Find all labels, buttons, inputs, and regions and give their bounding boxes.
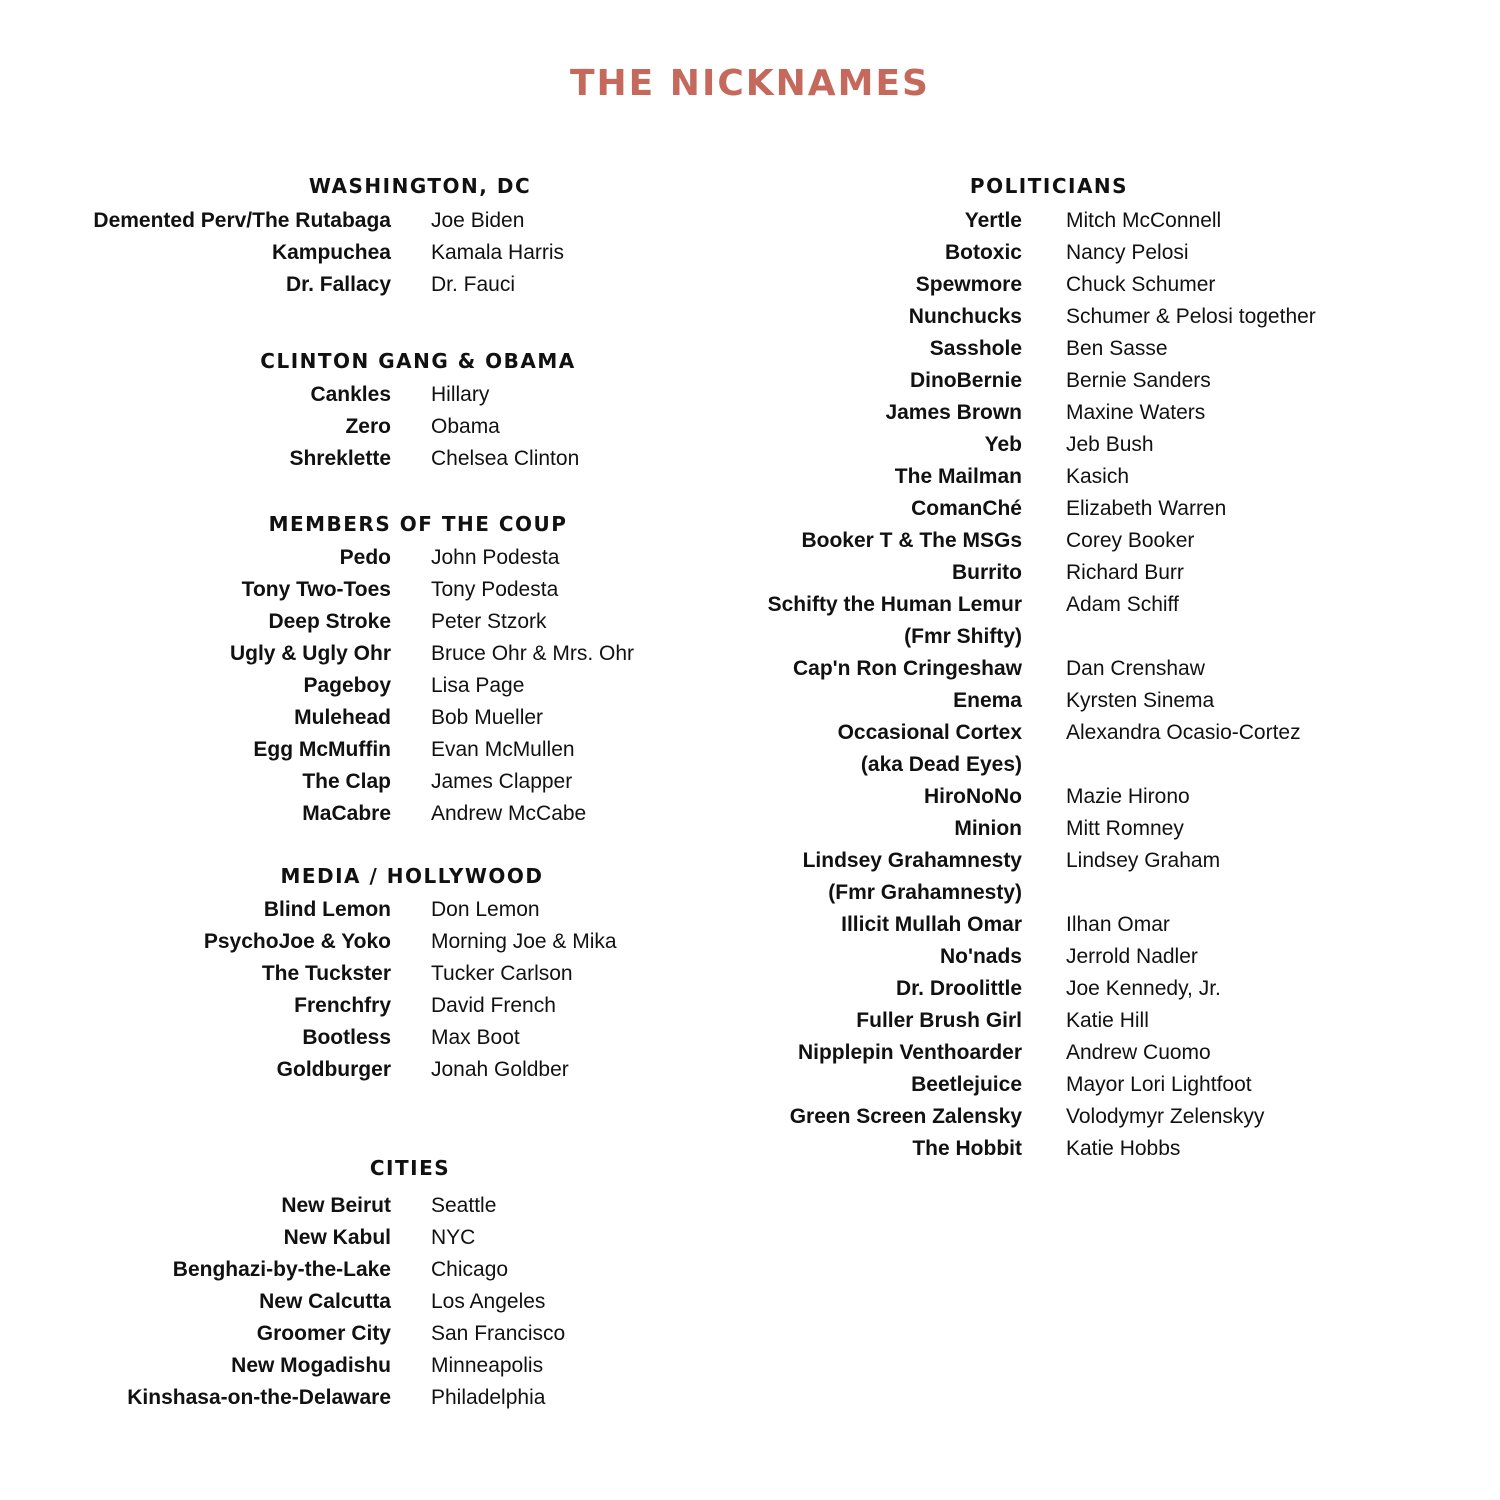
real-name: David French: [431, 994, 556, 1017]
list-item: [0, 1005, 1500, 1037]
real-name: Bruce Ohr & Mrs. Ohr: [431, 642, 635, 665]
nickname: Booker T & The MSGs: [801, 529, 1022, 552]
nickname: Illicit Mullah Omar: [841, 913, 1022, 936]
real-name: Chicago: [431, 1258, 509, 1281]
nickname: Yertle: [964, 209, 1022, 232]
nickname-continued: (aka Dead Eyes): [860, 753, 1022, 776]
nickname: DinoBernie: [909, 369, 1022, 392]
list-item: [0, 397, 1500, 429]
list-item: [0, 1254, 1500, 1286]
real-name: Katie Hobbs: [1066, 1137, 1181, 1160]
list-item: [0, 781, 1500, 813]
nickname: Benghazi-by-the-Lake: [172, 1258, 391, 1281]
nickname: Pageboy: [303, 674, 391, 697]
nickname: Minion: [954, 817, 1022, 840]
real-name: Andrew McCabe: [431, 802, 587, 825]
list-item: [0, 237, 1500, 269]
real-name: Tucker Carlson: [431, 962, 573, 985]
nickname-continued: (Fmr Shifty): [904, 625, 1022, 648]
nickname: Green Screen Zalensky: [789, 1105, 1022, 1128]
list-item: [0, 653, 1500, 685]
real-name: Nancy Pelosi: [1066, 241, 1189, 264]
nickname: Spewmore: [915, 273, 1022, 296]
list-item: [0, 269, 1500, 301]
real-name: Morning Joe & Mika: [431, 930, 617, 953]
real-name: Tony Podesta: [431, 578, 559, 601]
nickname: Nunchucks: [908, 305, 1022, 328]
real-name: Kamala Harris: [431, 241, 565, 264]
nickname: Nipplepin Venthoarder: [797, 1041, 1022, 1064]
nickname: New Kabul: [283, 1226, 391, 1249]
nickname: Frenchfry: [294, 994, 391, 1017]
list-item: [0, 1037, 1500, 1069]
nickname: Tony Two-Toes: [241, 578, 391, 601]
list-item: [0, 1222, 1500, 1254]
real-name: Don Lemon: [431, 898, 540, 921]
real-name: Mitt Romney: [1066, 817, 1184, 840]
nickname: Kampuchea: [271, 241, 391, 264]
page-title: THE NICKNAMES: [570, 63, 930, 104]
nickname: The Clap: [302, 770, 391, 793]
nickname: Pedo: [339, 546, 391, 569]
nickname: Egg McMuffin: [253, 738, 391, 761]
nickname: No'nads: [939, 945, 1022, 968]
real-name: Volodymyr Zelenskyy: [1066, 1105, 1265, 1128]
list-item: [0, 909, 1500, 941]
nickname: Schifty the Human Lemur: [767, 593, 1022, 616]
real-name: Hillary: [431, 383, 490, 406]
real-name: Dr. Fauci: [431, 273, 516, 296]
real-name: Mitch McConnell: [1066, 209, 1222, 232]
real-name: Philadelphia: [431, 1386, 546, 1409]
section-heading: POLITICIANS: [969, 174, 1129, 198]
list-item: [0, 557, 1500, 589]
real-name: Los Angeles: [431, 1290, 546, 1313]
nickname: James Brown: [885, 401, 1022, 424]
real-name: Seattle: [431, 1194, 497, 1217]
real-name: Jerrold Nadler: [1066, 945, 1198, 968]
list-item: [0, 1069, 1500, 1101]
real-name: Ben Sasse: [1066, 337, 1168, 360]
nickname: PsychoJoe & Yoko: [203, 930, 391, 953]
real-name: Joe Kennedy, Jr.: [1066, 977, 1221, 1000]
real-name: NYC: [431, 1226, 476, 1249]
nickname: Burrito: [952, 561, 1022, 584]
nickname: New Beirut: [281, 1194, 391, 1217]
nickname: New Mogadishu: [231, 1354, 391, 1377]
real-name: Maxine Waters: [1066, 401, 1206, 424]
nickname: Yeb: [984, 433, 1022, 456]
list-item: [0, 845, 1500, 904]
list-item: [0, 1190, 1500, 1222]
nickname: Sasshole: [929, 337, 1022, 360]
list-item: [0, 525, 1500, 557]
list-item: [0, 685, 1500, 717]
nickname: Beetlejuice: [911, 1073, 1022, 1096]
real-name: Jeb Bush: [1066, 433, 1154, 456]
nickname: Botoxic: [944, 241, 1022, 264]
real-name: Lindsey Graham: [1066, 849, 1221, 872]
section-heading: WASHINGTON, DC: [308, 174, 532, 198]
real-name: Chuck Schumer: [1066, 273, 1216, 296]
real-name: Bob Mueller: [431, 706, 544, 729]
list-item: [0, 205, 1500, 237]
list-item: [0, 333, 1500, 365]
real-name: Jonah Goldber: [431, 1058, 569, 1081]
nickname: ComanChé: [911, 497, 1022, 520]
list-item: [0, 461, 1500, 493]
nickname: Fuller Brush Girl: [856, 1009, 1022, 1032]
nickname: Shreklette: [289, 447, 391, 470]
real-name: San Francisco: [431, 1322, 566, 1345]
nickname: HiroNoNo: [924, 785, 1022, 808]
nickname: Kinshasa-on-the-Delaware: [127, 1386, 391, 1409]
list-item: [0, 941, 1500, 973]
real-name: Andrew Cuomo: [1066, 1041, 1211, 1064]
nickname: Enema: [953, 689, 1022, 712]
real-name: Schumer & Pelosi together: [1066, 305, 1316, 328]
list-item: [0, 1133, 1500, 1165]
real-name: Ilhan Omar: [1066, 913, 1170, 936]
nickname: The Mailman: [894, 465, 1022, 488]
real-name: Elizabeth Warren: [1066, 497, 1227, 520]
nickname: The Hobbit: [912, 1137, 1022, 1160]
section-heading: MEDIA / HOLLYWOOD: [280, 864, 544, 888]
real-name: Kasich: [1066, 465, 1130, 488]
nickname: Demented Perv/The Rutabaga: [93, 209, 391, 232]
list-item: [0, 493, 1500, 525]
real-name: Richard Burr: [1066, 561, 1184, 584]
real-name: Chelsea Clinton: [431, 447, 580, 470]
real-name: Evan McMullen: [431, 738, 575, 761]
real-name: Katie Hill: [1066, 1009, 1149, 1032]
list-item: [0, 1101, 1500, 1133]
real-name: Alexandra Ocasio-Cortez: [1066, 721, 1301, 744]
nickname: Deep Stroke: [268, 610, 391, 633]
real-name: Max Boot: [431, 1026, 520, 1049]
section-heading: CITIES: [369, 1156, 451, 1180]
real-name: John Podesta: [431, 546, 560, 569]
nickname-continued: (Fmr Grahamnesty): [828, 881, 1022, 904]
nickname: Goldburger: [276, 1058, 391, 1081]
real-name: Minneapolis: [431, 1354, 544, 1377]
list-item: [0, 1350, 1500, 1382]
nickname: New Calcutta: [259, 1290, 391, 1313]
real-name: Dan Crenshaw: [1066, 657, 1205, 680]
real-name: James Clapper: [431, 770, 573, 793]
section-heading: CLINTON GANG & OBAMA: [260, 349, 576, 373]
nickname: Groomer City: [256, 1322, 391, 1345]
list-item: [0, 301, 1500, 333]
nickname: Occasional Cortex: [837, 721, 1022, 744]
real-name: Kyrsten Sinema: [1066, 689, 1215, 712]
list-item: [0, 429, 1500, 461]
nickname: Cankles: [310, 383, 391, 406]
nickname: Bootless: [302, 1026, 391, 1049]
nickname: The Tuckster: [261, 962, 391, 985]
list-item: [0, 973, 1500, 1005]
nickname: Cap'n Ron Cringeshaw: [792, 657, 1022, 680]
list-item: [0, 813, 1500, 845]
nickname: Dr. Fallacy: [285, 273, 391, 296]
real-name: Lisa Page: [431, 674, 525, 697]
list-item: [0, 1286, 1500, 1318]
list-item: [0, 1382, 1500, 1414]
real-name: Obama: [431, 415, 500, 438]
nickname: Dr. Droolittle: [895, 977, 1022, 1000]
nickname: Lindsey Grahamnesty: [802, 849, 1022, 872]
real-name: Bernie Sanders: [1066, 369, 1211, 392]
list-item: [0, 365, 1500, 397]
real-name: Mayor Lori Lightfoot: [1066, 1073, 1252, 1096]
section-heading: MEMBERS OF THE COUP: [268, 512, 568, 536]
nickname: Zero: [345, 415, 391, 438]
real-name: Joe Biden: [431, 209, 525, 232]
nickname: Mulehead: [294, 706, 391, 729]
real-name: Mazie Hirono: [1066, 785, 1190, 808]
real-name: Adam Schiff: [1066, 593, 1179, 616]
nickname: Ugly & Ugly Ohr: [229, 642, 391, 665]
list-item: [0, 1318, 1500, 1350]
nickname: MaCabre: [302, 802, 391, 825]
real-name: Corey Booker: [1066, 529, 1195, 552]
real-name: Peter Stzork: [431, 610, 547, 633]
nickname: Blind Lemon: [263, 898, 391, 921]
